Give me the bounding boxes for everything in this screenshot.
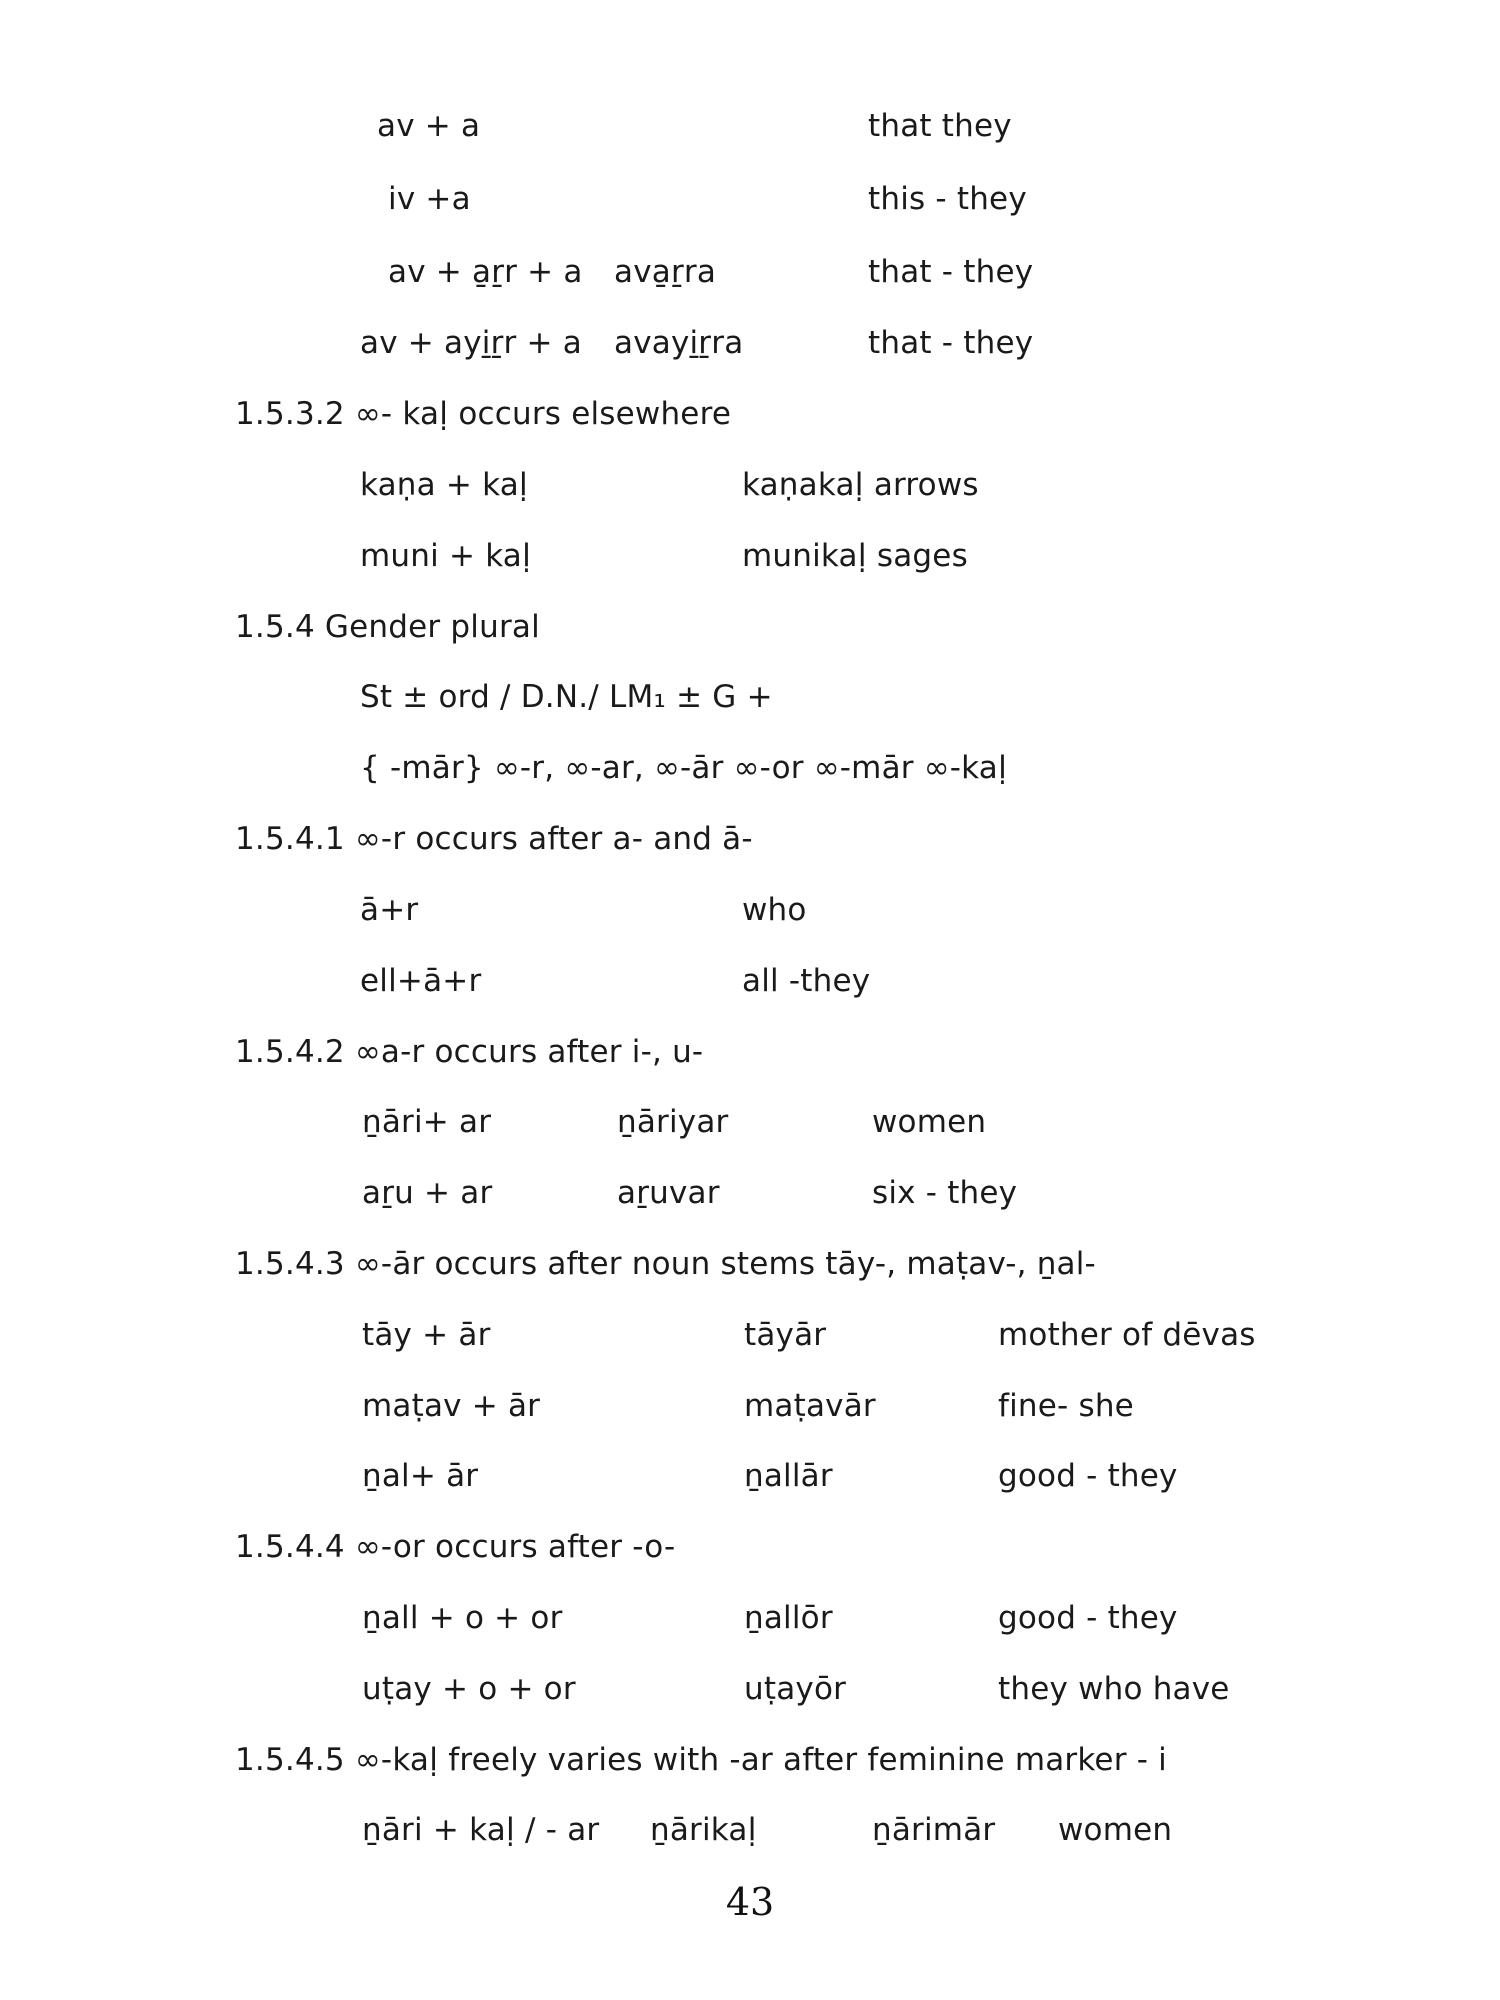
heading-text: 1.5.4.4 ∞-or occurs after -o- [235,1529,676,1565]
table-row [0,890,1500,930]
table-row [0,465,1500,505]
table-row [0,1102,1500,1142]
table-row [0,1456,1500,1496]
cell: av + a̱ṟr + a [388,254,583,290]
heading-text: 1.5.4.2 ∞a-r occurs after i-, u- [235,1034,704,1070]
cell: ā+r [360,892,419,928]
cell: tāyār [744,1317,827,1353]
table-row [0,1173,1500,1213]
cell: that they [868,108,1012,144]
cell: kaṇakaḷ arrows [742,467,979,503]
cell: ṉallōr [744,1600,833,1636]
section-heading [0,819,1500,859]
table-row [0,106,1500,146]
section-heading [0,1032,1500,1072]
cell: aṟuvar [617,1175,720,1211]
cell: av + ayi̱ṟr + a [360,325,582,361]
cell: av + a [377,108,481,144]
heading-text: 1.5.4 Gender plural [235,609,540,645]
cell: uṭayōr [744,1671,847,1707]
cell: maṭav + ār [362,1388,541,1424]
cell: mother of dēvas [998,1317,1256,1353]
section-heading [0,1527,1500,1567]
cell: maṭavār [744,1388,876,1424]
page-number: 43 [725,1880,775,1924]
cell: women [872,1104,987,1140]
cell: ṉāriyar [617,1104,729,1140]
cell: this - they [868,181,1027,217]
section-heading [0,607,1500,647]
cell: women [1058,1812,1173,1848]
heading-text: 1.5.4.3 ∞-ār occurs after noun stems tāy-, maṭav-, ṉal- [235,1246,1096,1282]
table-row [0,179,1500,219]
cell: ṉārikaḷ [650,1812,757,1848]
heading-text: 1.5.3.2 ∞- kaḷ occurs elsewhere [235,396,732,432]
table-row [0,1386,1500,1426]
cell: iv +a [388,181,471,217]
cell: ell+ā+r [360,963,482,999]
cell: that - they [868,325,1034,361]
section-heading [0,1244,1500,1284]
heading-text: 1.5.4.5 ∞-kaḷ freely varies with -ar after feminine marker - i [235,1742,1167,1778]
table-row [0,677,1500,717]
table-row [0,1315,1500,1355]
cell: all -they [742,963,871,999]
cell: ṉallār [744,1458,833,1494]
cell: good - they [998,1458,1178,1494]
cell: ṉāri+ ar [362,1104,492,1140]
cell: ava̱ṟra [614,254,717,290]
cell: muni + kaḷ [360,538,532,574]
table-row [0,961,1500,1001]
cell: that - they [868,254,1034,290]
cell: kaṇa + kaḷ [360,467,529,503]
cell: who [742,892,807,928]
heading-text: 1.5.4.1 ∞-r occurs after a- and ā- [235,821,753,857]
cell: tāy + ār [362,1317,491,1353]
cell: good - they [998,1600,1178,1636]
table-row [0,1598,1500,1638]
table-row [0,252,1500,292]
cell: uṭay + o + or [362,1671,576,1707]
table-row [0,748,1500,788]
cell: fine- she [998,1388,1134,1424]
cell: munikaḷ sages [742,538,968,574]
section-heading [0,394,1500,434]
cell: avayi̱ṟra [614,325,744,361]
cell: six - they [872,1175,1018,1211]
table-row [0,1669,1500,1709]
cell: aṟu + ar [362,1175,493,1211]
cell: they who have [998,1671,1230,1707]
table-row [0,323,1500,363]
cell: ṉārimār [872,1812,996,1848]
table-row [0,536,1500,576]
table-row [0,1810,1500,1850]
cell: ṉall + o + or [362,1600,563,1636]
formula: St ± ord / D.N./ LM₁ ± G + [360,679,773,715]
formula: { -mār} ∞-r, ∞-ar, ∞-ār ∞-or ∞-mār ∞-kaḷ [360,750,1008,786]
cell: ṉal+ ār [362,1458,479,1494]
section-heading [0,1740,1500,1780]
cell: ṉāri + kaḷ / - ar [362,1812,600,1848]
